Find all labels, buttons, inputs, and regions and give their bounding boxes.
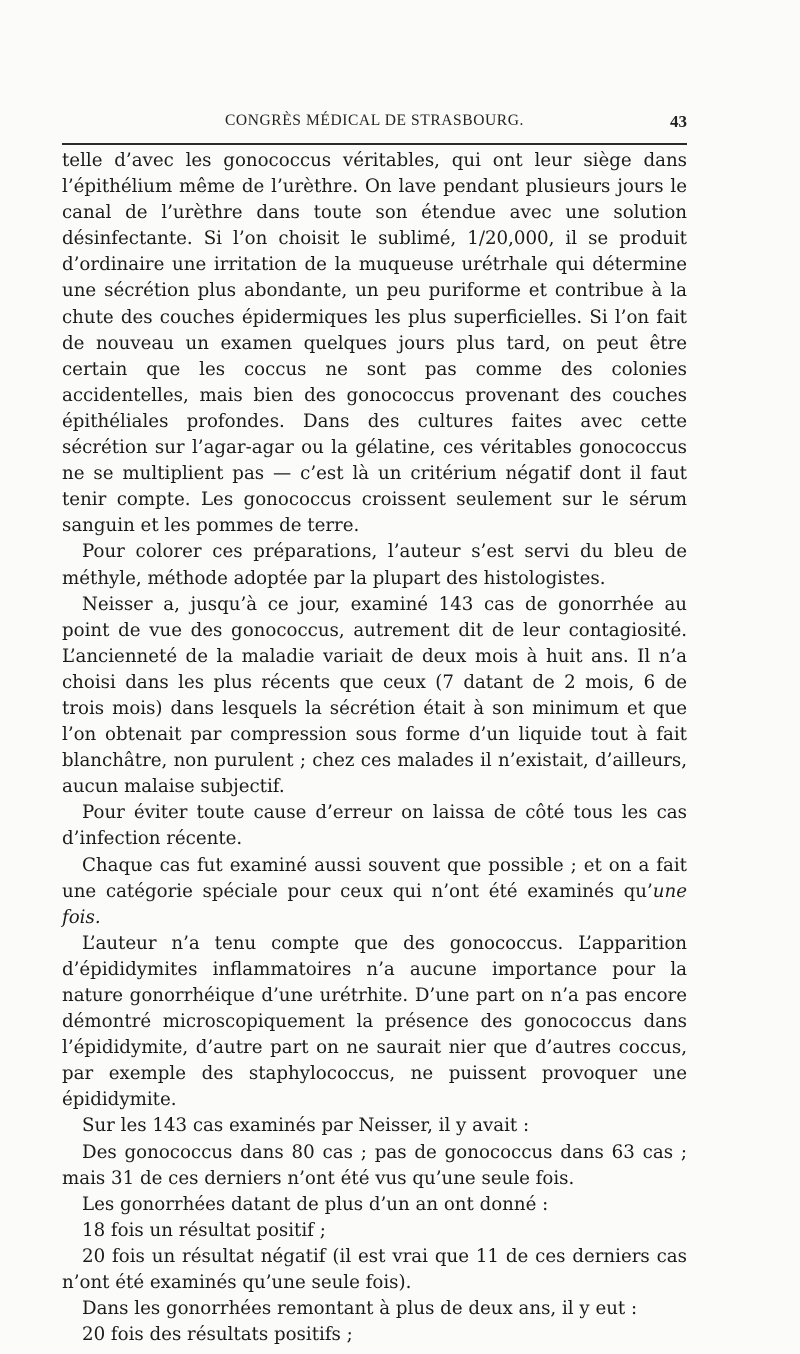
paragraph: Neisser a, jusqu’à ce jour, examiné 143 cas de gonorrhée au point de vue des gonococcus, autrement dit de leur contagiosité. L’ancienneté de la maladie variait de deux mois à huit ans. Il n’a choisi dans les plus récents que ceux (7 datant de 2 mois, 6 de trois mois) dans lesquels la sécrétion était à son minimum et que l’on obtenait par compression sous forme d’un liquide tout à fait blanchâtre, non purulent ; chez ces malades il n’existait, d’ailleurs, aucun malaise subjectif.: [62, 593, 687, 798]
italic-text: une fois.: [62, 880, 687, 928]
paragraph: Pour colorer ces préparations, l’auteur s’est servi du bleu de méthyle, méthode adoptée par la plupart des histologistes.: [62, 541, 687, 589]
paragraph: Sur les 143 cas examinés par Neisser, il y avait :: [82, 1115, 530, 1137]
paragraph: 20 fois un résultat négatif (il est vrai que 11 de ces derniers cas n’ont été examinés qu’une seule fois).: [62, 1245, 687, 1294]
paragraph: 18 fois un résultat positif ;: [82, 1219, 326, 1241]
body-text: [62, 148, 687, 1348]
paragraph: L’auteur n’a tenu compte que des gonococcus. L’apparition d’épididymites inflammatoires n’a aucune importance pour la nature gonorrhéique d’une urétrhite. D’une part on n’a pas encore démontré microscopiquement la présence des gonococcus dans l’épididymite, d’autre part on ne saurait nier que d’autres coccus, par exemple des staphylococcus, ne puissent provoquer une épididymite.: [62, 932, 687, 1111]
paragraph-text: Chaque cas fut examiné aussi souvent que possible ; et on a fait une catégorie spéciale pour ceux qui n’ont été examinés qu’: [62, 854, 687, 902]
running-head-title: CONGRÈS MÉDICAL DE STRASBOURG.: [224, 112, 525, 129]
paragraph: 20 fois des résultats positifs ;: [82, 1324, 353, 1346]
paragraph: Pour éviter toute cause d’erreur on laissa de côté tous les cas d’infection récente.: [62, 802, 687, 850]
paragraph: Des gonococcus dans 80 cas ; pas de gonococcus dans 63 cas ; mais 31 de ces derniers n’ont été vus qu’une seule fois.: [62, 1141, 687, 1189]
paragraph: Dans les gonorrhées remontant à plus de deux ans, il y eut :: [82, 1298, 638, 1320]
paragraph-continuation: telle d’avec les gonococcus véritables, qui ont leur siège dans l’épithélium même de l’urèthre. On lave pendant plusieurs jours le canal de l’urèthre dans toute son étendue avec une solution désinfectante. Si l’on choisit le sublimé, 1/20,000, il se produit d’ordinaire une irritation de la muqueuse urétrhale qui détermine une sécrétion plus abondante, un peu puriforme et contribue à la chute des couches épidermiques les plus superficielles. Si l’on fait de nouveau un examen quelques jours plus tard, on peut être certain que les coccus ne sont pas comme des colonies accidentelles, mais bien des gonococcus provenant des couches épithéliales profondes. Dans des cultures faites avec cette sécrétion sur l’agar-agar ou la gélatine, ces véritables gonococcus ne se multiplient pas — c’est là un critérium négatif dont il faut tenir compte. Les gonococcus croissent seulement sur le sérum sanguin et les pommes de terre.: [62, 150, 687, 537]
page-number: 43: [670, 112, 687, 131]
running-head: [62, 112, 687, 136]
header-rule: [62, 143, 687, 145]
paragraph: [62, 853, 687, 931]
paragraph: Les gonorrhées datant de plus d’un an ont donné :: [82, 1193, 549, 1215]
